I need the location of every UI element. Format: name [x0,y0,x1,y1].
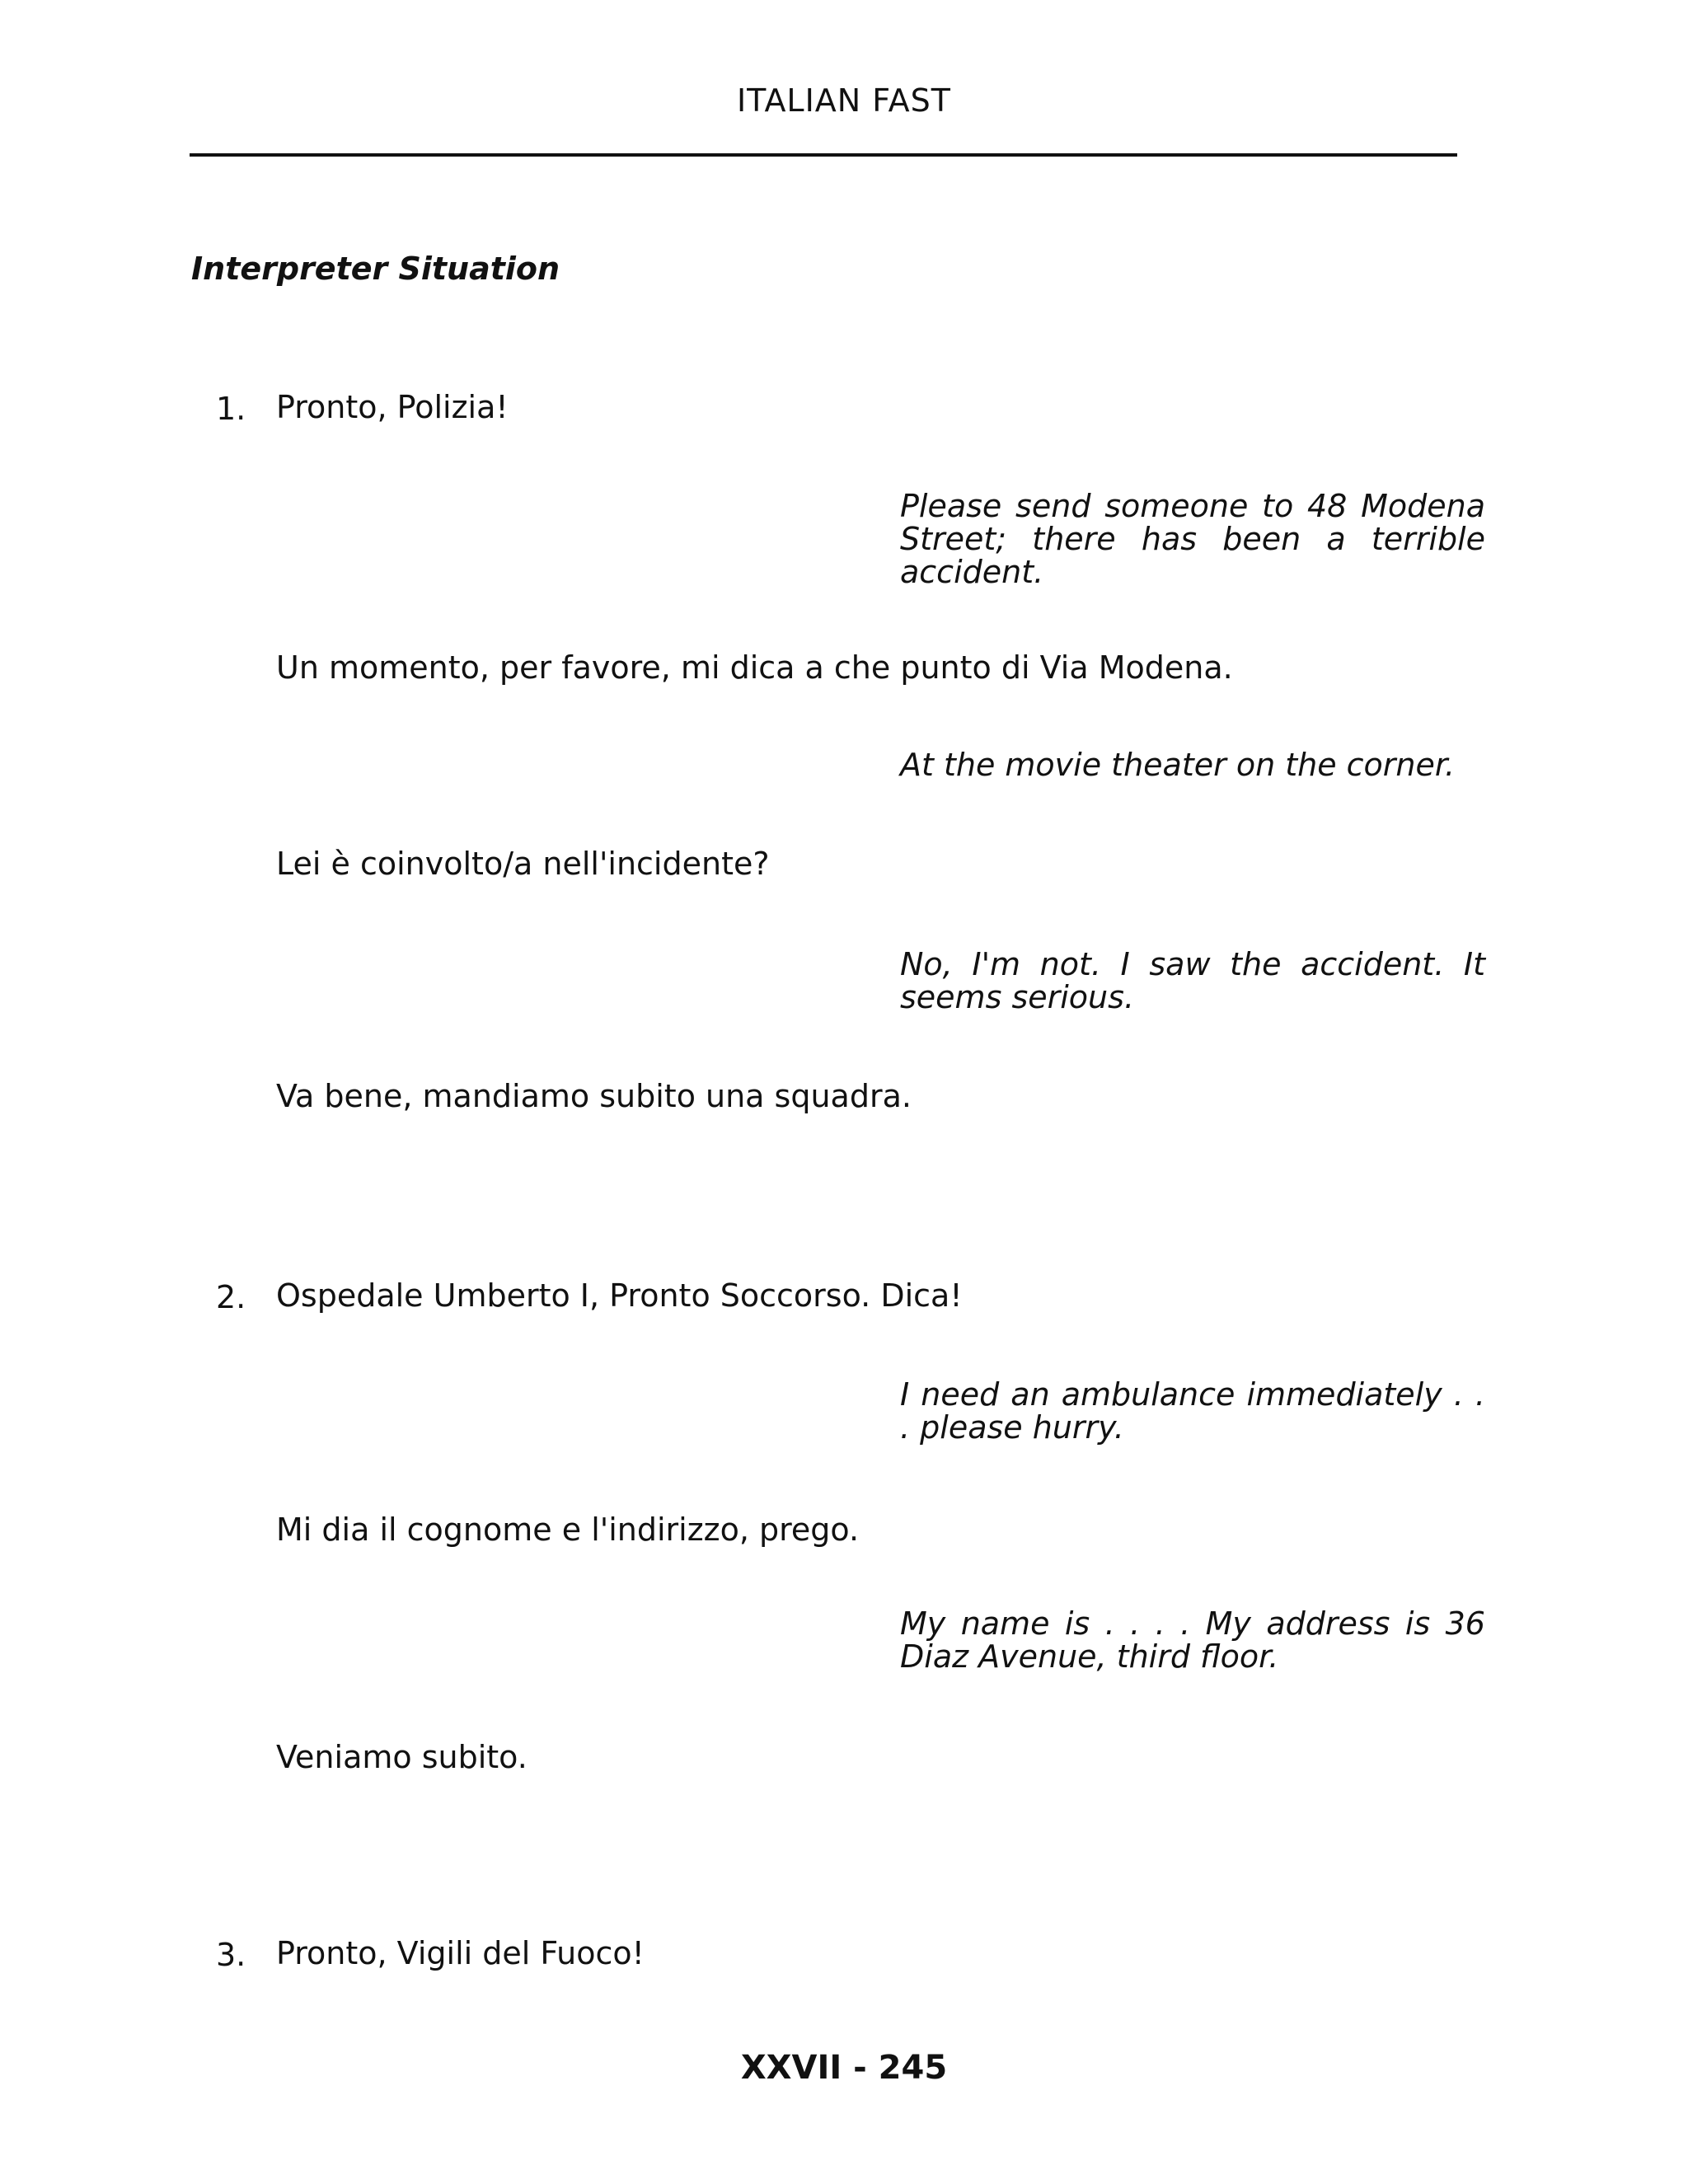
situation-1-english-line: No, I'm not. I saw the accident. It seems serious. [900,946,1485,1015]
situation-1-english-line: Please send someone to 48 Modena Street; there has been a terrible accident. [900,488,1485,590]
situation-1-english-line: At the movie theater on the corner. [900,747,1456,783]
situation-1-italian-line: Lei è coinvolto/a nell'incidente? [276,846,770,882]
section-title: Interpreter Situation [191,251,560,287]
situation-2-italian-line: Veniamo subito. [276,1739,528,1775]
situation-1-italian-line: Va bene, mandiamo subito una squadra. [276,1078,912,1114]
situation-2-italian-line: Mi dia il cognome e l'indirizzo, prego. [276,1511,860,1548]
page-header-title: ITALIAN FAST [736,82,952,119]
situation-2-english-line: I need an ambulance immediately . . . please hurry. [900,1376,1485,1446]
situation-2-english-line: My name is . . . . My address is 36 Diaz Avenue, third floor. [900,1605,1485,1675]
situation-2-number: 2. [216,1279,246,1315]
situation-1-italian-line: Un momento, per favore, mi dica a che punto di Via Modena. [276,649,1233,686]
page-number: XXVII - 245 [740,2049,948,2087]
situation-1-opening: Pronto, Polizia! [276,389,509,425]
situation-2-opening: Ospedale Umberto I, Pronto Soccorso. Dica! [276,1277,963,1314]
situation-3-opening: Pronto, Vigili del Fuoco! [276,1935,645,1971]
header-rule [190,153,1457,157]
situation-1-number: 1. [216,391,246,427]
situation-3-number: 3. [216,1937,246,1973]
